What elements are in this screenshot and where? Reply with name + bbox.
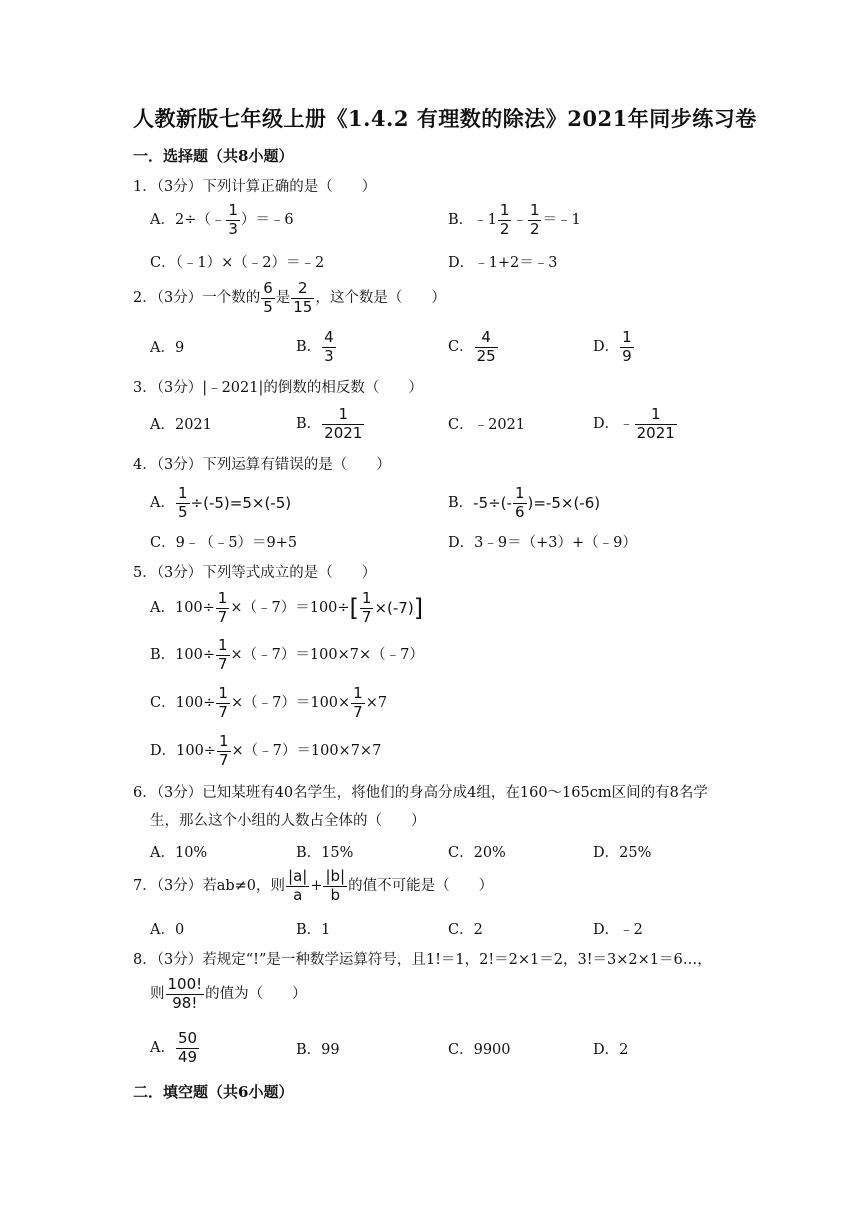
q5-c-fraction-1	[216, 686, 230, 721]
q5-b-fraction	[216, 638, 230, 673]
question-2-stem	[133, 281, 446, 316]
q1-b-den1: 2	[499, 219, 510, 238]
q5-a-num2: 1	[361, 589, 372, 607]
q5-b-prefix: B．100÷	[150, 647, 215, 663]
q7-option-d[interactable]: D．﹣2	[593, 922, 643, 938]
q5-a-left-bracket: [	[349, 594, 359, 623]
q4-a-den: 5	[177, 502, 188, 521]
q2-d-num: 1	[622, 328, 632, 346]
q5-a-inner: ×(-7)	[374, 598, 414, 617]
q1-option-a[interactable]	[150, 203, 294, 238]
q7-option-b[interactable]: B．1	[296, 922, 331, 938]
q2-b-den: 3	[324, 346, 334, 365]
question-4-stem: 4．（3分）下列运算有错误的是（ ）	[133, 457, 391, 473]
section-heading-choice: 一．选择题（共8小题）	[133, 147, 294, 165]
q8-num: 100!	[167, 975, 203, 993]
q4-option-c[interactable]: C．9﹣（﹣5）＝9+5	[150, 535, 298, 551]
q4-b-label: B．	[448, 495, 474, 511]
q8-option-c[interactable]: C．9900	[448, 1042, 511, 1058]
q4-a-expression: ÷(-5)=5×(-5)	[190, 493, 292, 512]
q5-d-prefix: D．100÷	[150, 743, 216, 759]
q4-option-a[interactable]	[150, 486, 291, 521]
q5-d-num: 1	[218, 732, 229, 750]
q2-option-b[interactable]	[296, 330, 337, 365]
q3-option-a[interactable]: A．2021	[150, 417, 212, 433]
q3-b-num: 1	[322, 407, 364, 425]
q5-d-den: 7	[218, 750, 229, 769]
q4-b-fraction	[513, 486, 527, 521]
question-8-line-2	[150, 977, 307, 1012]
q5-c-den: 7	[218, 702, 228, 721]
q2-num1: 6	[263, 279, 273, 297]
q2-middle: 是	[275, 290, 291, 306]
question-1-stem: 1．（3分）下列计算正确的是（ ）	[133, 179, 377, 195]
q8-prefix: 则	[150, 986, 165, 1002]
q6-option-b[interactable]: B．15%	[296, 845, 354, 861]
q4-option-d[interactable]: D．3﹣9＝（+3）+（﹣9）	[448, 535, 637, 551]
q7-den1: a	[293, 885, 303, 904]
q1-option-c[interactable]: C．（﹣1）×（﹣2）＝﹣2	[150, 255, 325, 271]
q1-option-d[interactable]: D．﹣1+2＝﹣3	[448, 255, 558, 271]
q2-b-label: B．	[296, 339, 322, 355]
q8-a-num: 50	[177, 1029, 198, 1047]
q3-b-fraction	[322, 407, 364, 442]
q4-a-num: 1	[177, 484, 188, 502]
question-6-line-1: 6．（3分）已知某班有40名学生，将他们的身高分成4组，在160～165cm区间的有8名学	[133, 785, 708, 801]
q5-option-d[interactable]	[150, 734, 381, 769]
q2-den2: 15	[293, 297, 313, 316]
q2-c-num: 4	[475, 330, 498, 348]
q5-a-num: 1	[217, 589, 228, 607]
q2-c-fraction	[475, 330, 498, 365]
q2-option-a[interactable]: A．9	[150, 340, 185, 356]
q2-option-c[interactable]	[448, 330, 499, 365]
question-8-line-1: 8．（3分）若规定“!”是一种数学运算符号，且1!＝1，2!＝2×1＝2，3!＝3×2×1＝6…，	[133, 952, 712, 968]
q6-option-d[interactable]: D．25%	[593, 845, 652, 861]
q2-fraction-2	[291, 281, 314, 316]
q2-suffix: ，这个数是（ ）	[315, 290, 446, 306]
q1-b-suffix: ＝﹣1	[542, 212, 581, 228]
q8-den: 98!	[172, 993, 198, 1012]
q5-c-num2: 1	[353, 684, 363, 702]
q7-prefix: 7．（3分）若ab≠0，则	[133, 878, 286, 894]
q5-option-a[interactable]	[150, 591, 423, 626]
q5-c-suffix: ×7	[365, 695, 388, 711]
q1-b-den2: 2	[529, 219, 540, 238]
q4-a-label: A．	[150, 495, 175, 511]
q1-a-den: 3	[228, 219, 238, 238]
question-7-stem	[133, 869, 493, 904]
q7-option-a[interactable]: A．0	[150, 922, 185, 938]
q3-option-d[interactable]	[593, 407, 678, 442]
q7-fraction-2	[323, 869, 347, 904]
q1-a-fraction	[226, 203, 240, 238]
q2-option-d[interactable]	[593, 330, 635, 365]
q5-a-right-bracket: ]	[413, 594, 424, 623]
q1-b-num1: 1	[499, 201, 510, 219]
q5-a-middle: ×（﹣7）＝100÷	[230, 600, 350, 616]
q8-option-a[interactable]	[150, 1031, 200, 1066]
q3-option-b[interactable]	[296, 407, 365, 442]
q5-c-middle: ×（﹣7）＝100×	[230, 695, 351, 711]
q2-d-fraction	[620, 330, 634, 365]
q3-b-den: 2021	[324, 423, 363, 442]
q8-a-den: 49	[177, 1047, 198, 1066]
q7-num1: |a|	[288, 867, 308, 885]
q1-a-prefix: A．2÷（﹣	[150, 212, 226, 228]
q1-b-num2: 1	[529, 201, 540, 219]
section-heading-fill-blank: 二．填空题（共6小题）	[133, 1083, 294, 1101]
q3-d-num: 1	[635, 407, 677, 425]
q1-b-fraction-2	[528, 203, 542, 238]
q7-den2: b	[330, 885, 341, 904]
q5-a-fraction-2	[360, 591, 374, 626]
q4-b-prefix: -5÷(-	[473, 493, 512, 512]
q1-b-fraction-1	[498, 203, 512, 238]
q8-fraction	[166, 977, 205, 1012]
q5-c-num: 1	[218, 684, 228, 702]
question-3-stem: 3．（3分）|﹣2021|的倒数的相反数（ ）	[133, 380, 423, 396]
q1-b-prefix: B．﹣1	[448, 212, 497, 228]
q2-b-num: 4	[324, 328, 334, 346]
q2-d-label: D．	[593, 339, 620, 355]
q2-b-fraction	[322, 330, 336, 365]
q5-c-den2: 7	[353, 702, 363, 721]
q5-a-prefix: A．100÷	[150, 600, 215, 616]
q1-b-middle: ﹣	[512, 212, 527, 228]
question-5-stem: 5．（3分）下列等式成立的是（ ）	[133, 565, 377, 581]
q6-option-a[interactable]: A．10%	[150, 845, 208, 861]
q2-den1: 5	[263, 297, 273, 316]
q7-suffix: 的值不可能是（ ）	[348, 878, 494, 894]
question-6-line-2: 生，那么这个小组的人数占全体的（ ）	[150, 813, 426, 829]
q5-b-suffix: ×（﹣7）＝100×7×（﹣7）	[230, 647, 424, 663]
q2-d-den: 9	[622, 346, 632, 365]
q8-option-b[interactable]: B．99	[296, 1042, 340, 1058]
q8-a-label: A．	[150, 1040, 175, 1056]
q4-b-suffix: )=-5×(-6)	[527, 493, 601, 512]
q4-option-b[interactable]	[448, 486, 600, 521]
q6-option-c[interactable]: C．20%	[448, 845, 506, 861]
q5-a-fraction-1	[216, 591, 230, 626]
q4-a-fraction	[176, 486, 190, 521]
q2-prefix: 2．（3分）一个数的	[133, 290, 261, 306]
q5-option-b[interactable]	[150, 638, 424, 673]
q7-option-c[interactable]: C．2	[448, 922, 483, 938]
q5-b-den: 7	[217, 654, 228, 673]
q2-c-label: C．	[448, 339, 474, 355]
q3-b-label: B．	[296, 416, 322, 432]
q2-c-den: 25	[476, 346, 496, 365]
q2-num2: 2	[291, 281, 314, 299]
q4-b-num: 1	[514, 484, 525, 502]
q5-b-num: 1	[217, 636, 228, 654]
q1-option-b[interactable]	[448, 203, 581, 238]
q8-a-fraction	[176, 1031, 199, 1066]
q5-c-fraction-2	[351, 686, 365, 721]
q5-option-c[interactable]	[150, 686, 387, 721]
document-title: 人教新版七年级上册《1.4.2 有理数的除法》2021年同步练习卷	[133, 106, 757, 131]
q5-d-suffix: ×（﹣7）＝100×7×7	[231, 743, 382, 759]
q1-a-num: 1	[228, 201, 238, 219]
q5-a-den: 7	[217, 607, 228, 626]
q2-fraction-1	[261, 281, 275, 316]
q7-plus: +	[310, 878, 323, 894]
q8-option-d[interactable]: D．2	[593, 1042, 629, 1058]
q7-num2: |b|	[325, 867, 346, 885]
q3-d-label: D．﹣	[593, 416, 634, 432]
q8-suffix: 的值为（ ）	[205, 986, 307, 1002]
q3-d-den: 2021	[636, 423, 675, 442]
q3-d-fraction	[635, 407, 677, 442]
q7-fraction-1	[286, 869, 309, 904]
q5-d-fraction	[217, 734, 231, 769]
q5-c-prefix: C．100÷	[150, 695, 216, 711]
q3-option-c[interactable]: C．﹣2021	[448, 417, 525, 433]
q5-a-den2: 7	[361, 607, 372, 626]
q1-a-suffix: ）＝﹣6	[240, 212, 294, 228]
q4-b-den: 6	[514, 502, 525, 521]
